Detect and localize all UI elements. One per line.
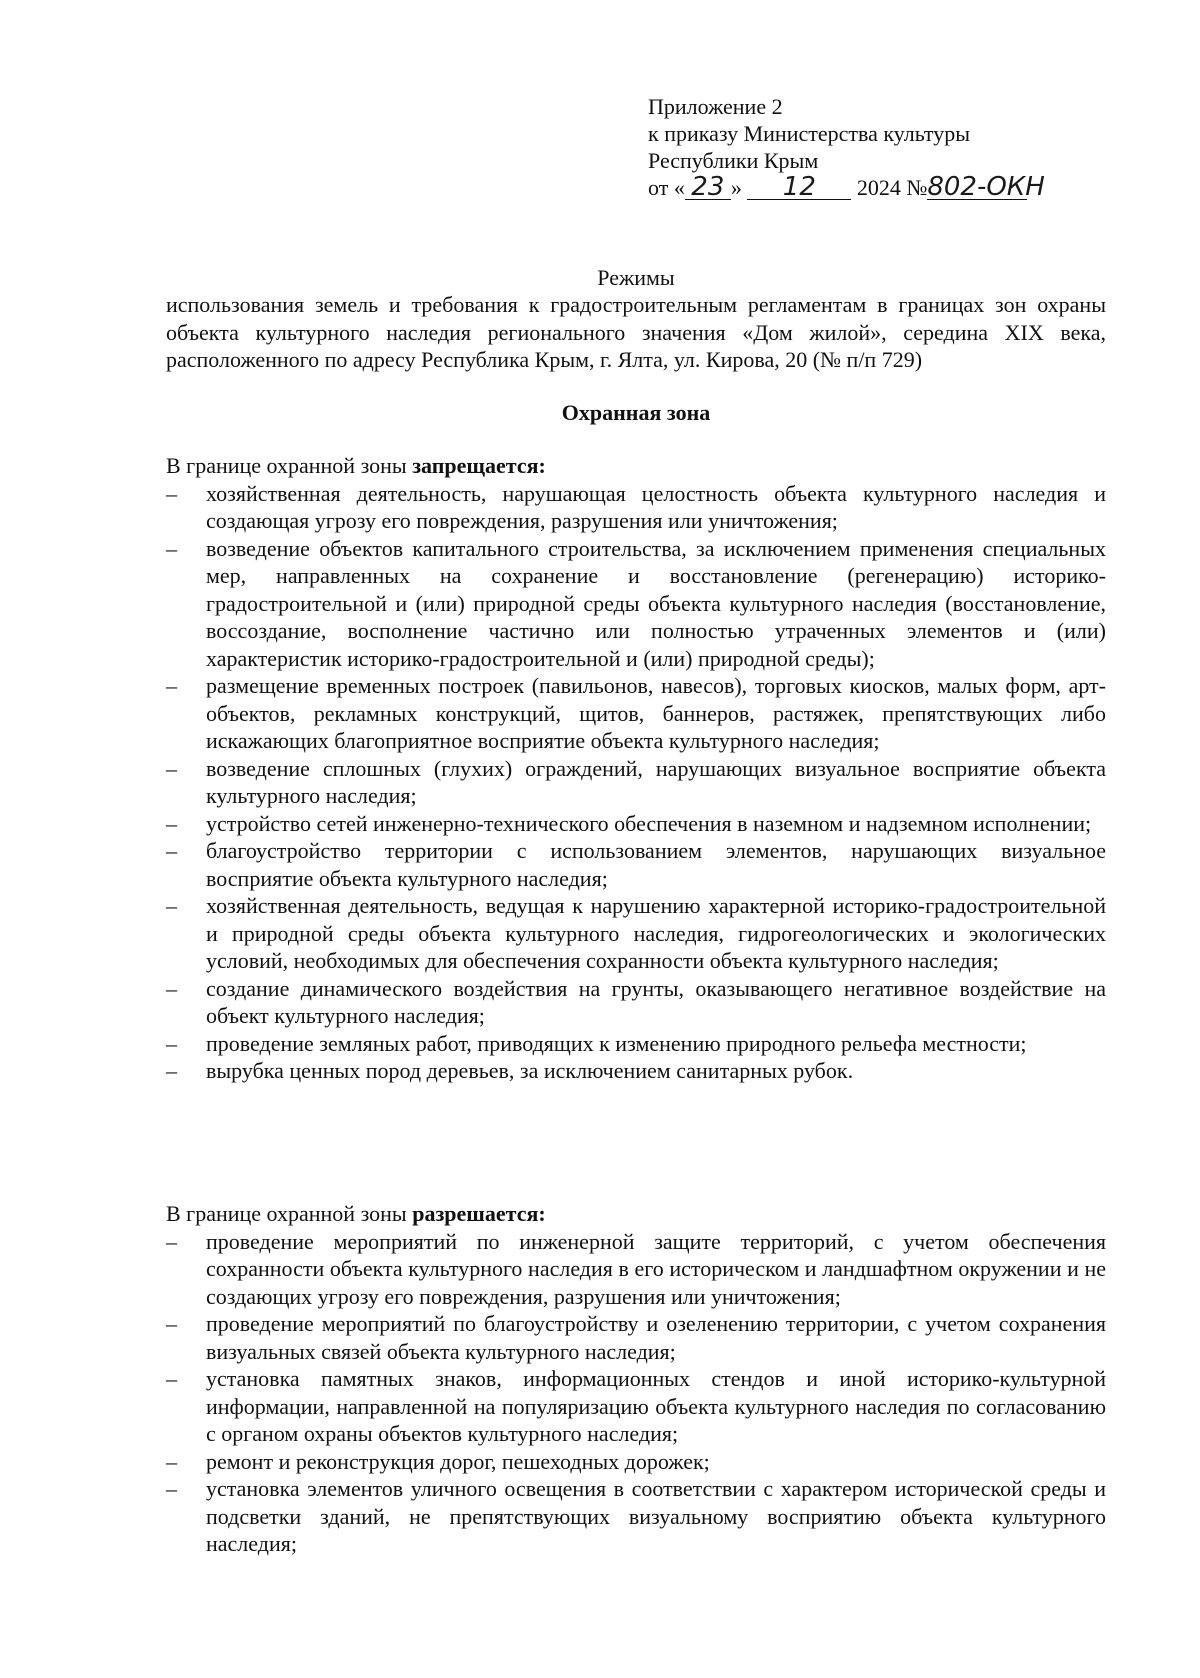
appendix-line-2: к приказу Министерства культуры bbox=[648, 121, 971, 146]
handwritten-day: 23 bbox=[685, 175, 731, 200]
list-dash: – bbox=[166, 893, 177, 918]
handwritten-month: 12 bbox=[747, 175, 851, 200]
list-item: – проведение земляных работ, приводящих к изменению природного рельефа местности; bbox=[166, 1030, 1027, 1056]
document-title: Режимы bbox=[597, 265, 675, 290]
appendix-header bbox=[648, 93, 1045, 202]
date-year-number-label: 2024 № bbox=[856, 175, 928, 200]
list-item: – установка памятных знаков, информационных стендов и иной историко-культурной информации, направленной на популяризацию объекта культурного наследия по согласованию с органом охраны объектов культурного наследия; bbox=[166, 1366, 1106, 1446]
handwritten-order-number: 802-ОКН bbox=[927, 172, 1045, 202]
list-item: – проведение мероприятий по благоустройству и озеленению территории, с учетом сохранения визуальных связей объекта культурного наследия; bbox=[166, 1311, 1106, 1364]
list-item: – ремонт и реконструкция дорог, пешеходных дорожек; bbox=[166, 1448, 710, 1474]
list-dash: – bbox=[166, 1476, 177, 1501]
list-dash: – bbox=[166, 838, 177, 863]
list-item: – размещение временных построек (павильонов, навесов), торговых киосков, малых форм, арт-объектов, рекламных конструкций, щитов, баннеров, растяжек, препятствующих либо искажающих благоприятное восприятие объекта культурного наследия; bbox=[166, 673, 1106, 753]
list-dash: – bbox=[166, 1058, 177, 1083]
list-item: – возведение сплошных (глухих) ограждений, нарушающих визуальное восприятие объекта культурного наследия; bbox=[166, 755, 1106, 808]
appendix-date-line bbox=[648, 172, 1045, 202]
list-dash: – bbox=[166, 1228, 177, 1254]
list-item: – установка элементов уличного освещения в соответствии с характером исторической среды и подсветки зданий, не препятствующих визуальному восприятию объекта культурного наследия; bbox=[166, 1476, 1106, 1556]
list-dash: – bbox=[166, 1448, 177, 1474]
document-subtitle: использования земель и требования к градостроительным регламентам в границах зон охраны объекта культурного наследия регионального значения «Дом жилой», середина XIX века, расположенного по адресу Республика Крым, г. Ялта, ул. Кирова, 20 (№ п/п 729) bbox=[166, 292, 1106, 372]
list-item: – возведение объектов капитального строительства, за исключением применения специальных мер, направленных на сохранение и восстановление (регенерацию) историко-градостроительной и (или) природной среды объекта культурного наследия (восстановление, воссоздание, восполнение частично или полностью утраченных элементов и (или) характеристик историко-градостроительной и (или) природной среды); bbox=[166, 535, 1106, 671]
list-item: – хозяйственная деятельность, ведущая к нарушению характерной историко-градостроительной и природной среды объекта культурного наследия, гидрогеологических и экологических условий, необходимых для обеспечения сохранности объекта культурного наследия; bbox=[166, 893, 1106, 973]
forbidden-section bbox=[166, 452, 1106, 1085]
allowed-lead: В границе охранной зоны разрешается: bbox=[166, 1201, 546, 1226]
list-dash: – bbox=[166, 1366, 177, 1391]
list-item: – вырубка ценных пород деревьев, за исключением санитарных рубок. bbox=[166, 1058, 854, 1083]
allowed-list bbox=[166, 1228, 1106, 1558]
list-dash: – bbox=[166, 535, 177, 561]
appendix-line-3: Республики Крым bbox=[648, 148, 819, 173]
list-dash: – bbox=[166, 810, 177, 836]
appendix-line-1: Приложение 2 bbox=[648, 94, 783, 119]
allowed-keyword: разрешается: bbox=[412, 1201, 546, 1226]
list-item: – устройство сетей инженерно-технического обеспечения в наземном и надземном исполнении; bbox=[166, 810, 1092, 836]
list-dash: – bbox=[166, 1311, 177, 1336]
allowed-section bbox=[166, 1200, 1106, 1558]
forbidden-lead: В границе охранной зоны запрещается: bbox=[166, 453, 546, 478]
list-dash: – bbox=[166, 755, 177, 781]
forbidden-keyword: запрещается: bbox=[412, 453, 546, 478]
date-day-close: » bbox=[730, 175, 742, 200]
list-dash: – bbox=[166, 673, 177, 698]
list-item: – создание динамического воздействия на грунты, оказывающего негативное воздействие на объект культурного наследия; bbox=[166, 975, 1106, 1028]
list-item: – благоустройство территории с использованием элементов, нарушающих визуальное восприятие объекта культурного наследия; bbox=[166, 838, 1106, 891]
list-item: – проведение мероприятий по инженерной защите территорий, с учетом обеспечения сохранности объекта культурного наследия в его историческом и ландшафтном окружении и не создающих угрозу его повреждения, разрушения или уничтожения; bbox=[166, 1228, 1106, 1309]
list-item: – хозяйственная деятельность, нарушающая целостность объекта культурного наследия и создающая угрозу его повреждения, разрушения или уничтожения; bbox=[166, 480, 1106, 533]
forbidden-list bbox=[166, 480, 1106, 1085]
list-dash: – bbox=[166, 480, 177, 506]
list-dash: – bbox=[166, 1030, 177, 1056]
list-dash: – bbox=[166, 975, 177, 1001]
section-heading: Охранная зона bbox=[561, 400, 711, 425]
date-prefix: от « bbox=[648, 175, 685, 200]
